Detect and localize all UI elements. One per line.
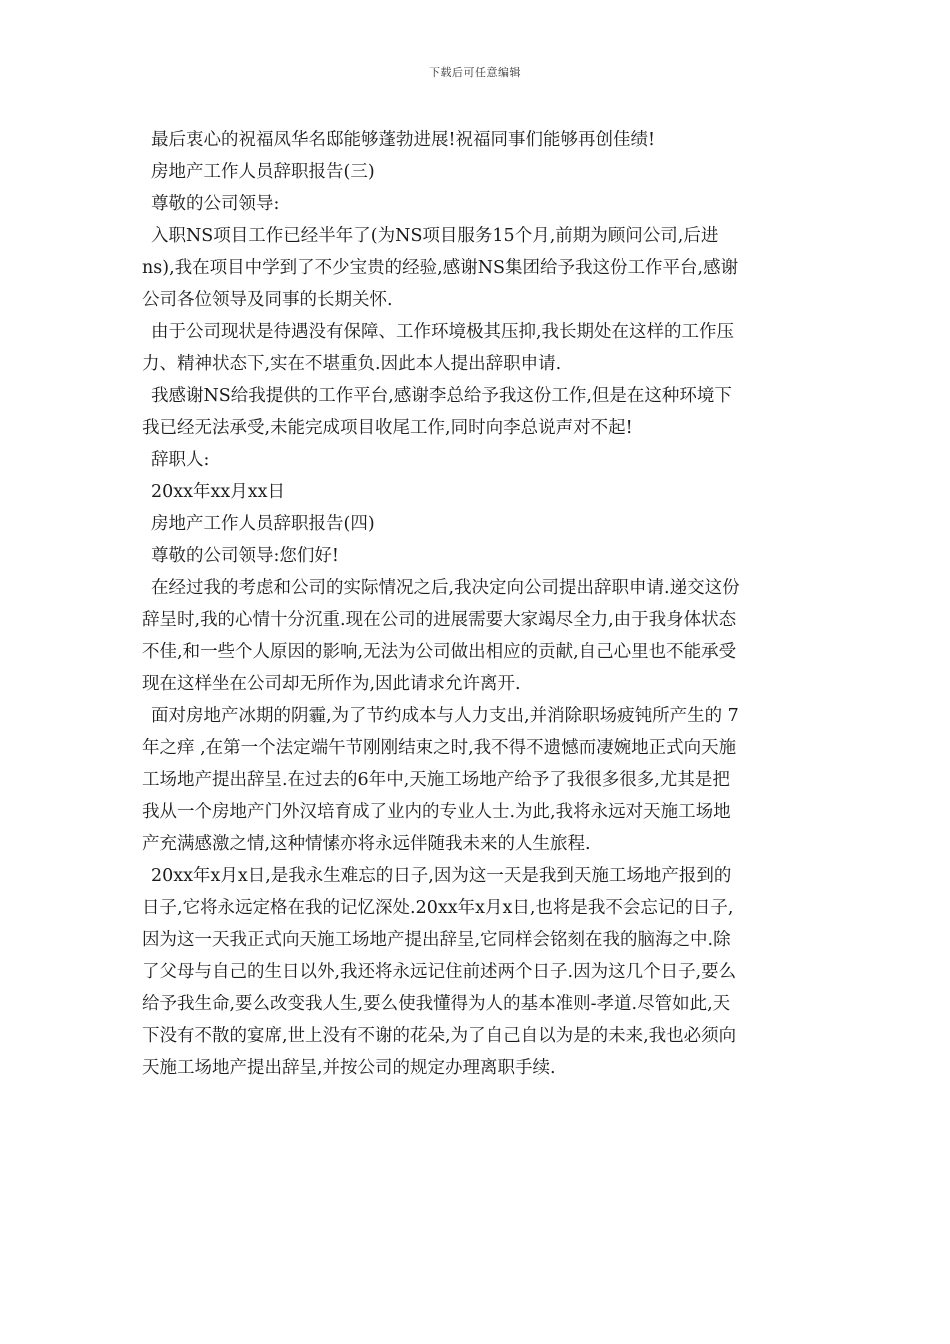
text-line: 工场地产提出辞呈.在过去的6年中,天施工场地产给予了我很多很多,尤其是把 [142,770,730,790]
text-line: 最后衷心的祝福凤华名邸能够蓬勃进展!祝福同事们能够再创佳绩! [151,130,656,150]
text-line: 辞呈时,我的心情十分沉重.现在公司的进展需要大家竭尽全力,由于我身体状态 [142,610,737,630]
text-line: 因为这一天我正式向天施工场地产提出辞呈,它同样会铭刻在我的脑海之中.除 [142,930,731,950]
text-line: 房地产工作人员辞职报告(三) [151,162,375,182]
text-line: 下没有不散的宴席,世上没有不谢的花朵,为了自己自以为是的未来,我也必须向 [142,1026,737,1046]
text-line: 我感谢NS给我提供的工作平台,感谢李总给予我这份工作,但是在这种环境下 [151,386,732,406]
document-body [142,124,810,1084]
text-line: 20xx年x月x日,是我永生难忘的日子,因为这一天是我到天施工场地产报到的 [151,866,732,886]
text-line: 年之痒 ,在第一个法定端午节刚刚结束之时,我不得不遗憾而凄婉地正式向天施 [142,738,737,758]
text-line: 由于公司现状是待遇没有保障、工作环境极其压抑,我长期处在这样的工作压 [151,322,735,342]
text-line: 现在这样坐在公司却无所作为,因此请求允许离开. [142,674,521,694]
text-line: 公司各位领导及同事的长期关怀. [142,290,393,310]
text-line: 力、精神状态下,实在不堪重负.因此本人提出辞职申请. [142,354,562,374]
text-line: 尊敬的公司领导: [151,194,280,214]
text-line: 辞职人: [151,450,210,470]
text-line: 我从一个房地产门外汉培育成了业内的专业人士.为此,我将永远对天施工场地 [142,802,731,822]
text-line: 天施工场地产提出辞呈,并按公司的规定办理离职手续. [142,1058,556,1078]
text-line: 给予我生命,要么改变我人生,要么使我懂得为人的基本准则-孝道.尽管如此,天 [142,994,731,1014]
text-line: 房地产工作人员辞职报告(四) [151,514,375,534]
text-line: 尊敬的公司领导:您们好! [151,546,339,566]
text-line: 了父母与自己的生日以外,我还将永远记住前述两个日子.因为这几个日子,要么 [142,962,737,982]
text-line: 我已经无法承受,未能完成项目收尾工作,同时向李总说声对不起! [142,418,633,438]
text-line: 产充满感激之情,这种情愫亦将永远伴随我未来的人生旅程. [142,834,591,854]
text-line: 不佳,和一些个人原因的影响,无法为公司做出相应的贡献,自己心里也不能承受 [142,642,737,662]
text-line: 在经过我的考虑和公司的实际情况之后,我决定向公司提出辞职申请.递交这份 [151,578,740,598]
page-header-note: 下载后可任意编辑 [429,66,521,79]
text-line: 入职NS项目工作已经半年了(为NS项目服务15个月,前期为顾问公司,后进 [151,226,719,246]
text-line: 日子,它将永远定格在我的记忆深处.20xx年x月x日,也将是我不会忘记的日子, [142,898,734,918]
text-line: ns),我在项目中学到了不少宝贵的经验,感谢NS集团给予我这份工作平台,感谢 [142,258,739,278]
text-line: 面对房地产冰期的阴霾,为了节约成本与人力支出,并消除职场疲钝所产生的 7 [151,706,739,726]
text-line: 20xx年xx月xx日 [151,482,285,502]
